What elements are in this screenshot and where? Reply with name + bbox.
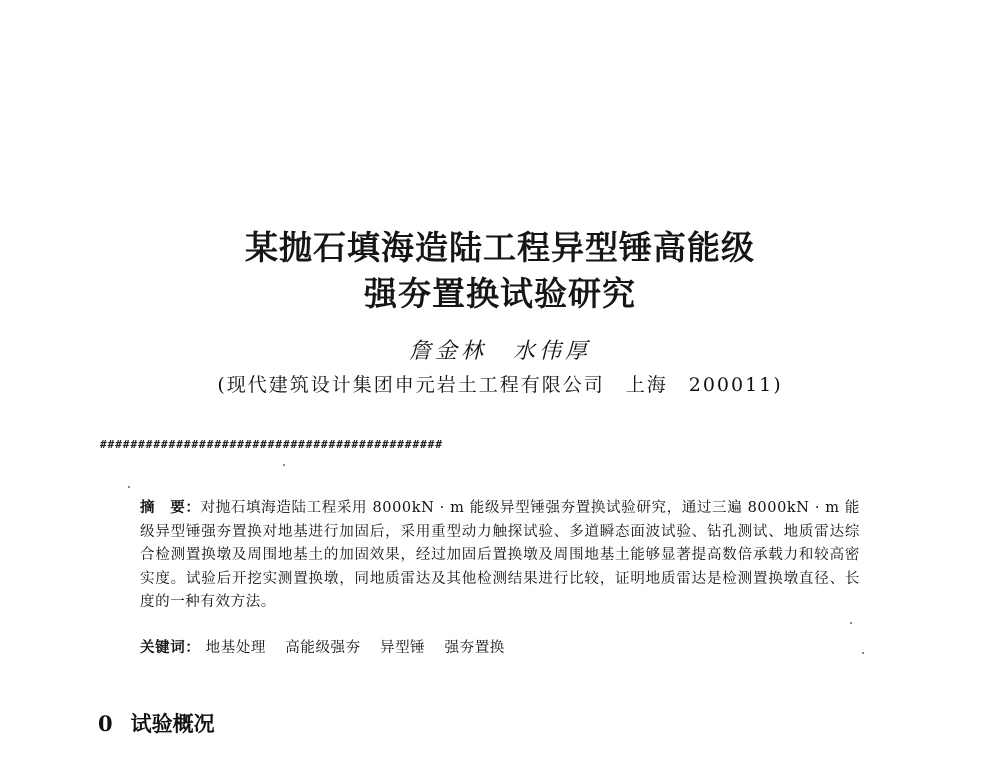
paper-title-line1: 某抛石填海造陆工程异型锤高能级 [245, 228, 755, 267]
scan-speck [850, 622, 852, 624]
author-list: 詹金林 水伟厚 [408, 339, 591, 364]
keyword-item: 高能级强夯 [285, 640, 361, 656]
keyword-item: 强夯置换 [444, 640, 505, 656]
keyword-item: 异型锤 [379, 640, 426, 656]
scan-speck [862, 652, 864, 654]
abstract-block [140, 497, 860, 615]
paper-title-line2: 强夯置换试验研究 [364, 274, 636, 313]
keywords-block [140, 636, 860, 657]
scan-speck [128, 486, 130, 488]
scan-speck [283, 464, 285, 466]
keyword-item: 地基处理 [205, 640, 267, 656]
author-affiliation: (现代建筑设计集团申元岩土工程有限公司 上海 200011) [217, 374, 783, 396]
section-heading [98, 708, 215, 738]
abstract-label: 摘 要： [140, 500, 201, 516]
keywords-label: 关键词： [140, 640, 201, 656]
section-title: 试验概况 [130, 711, 215, 736]
section-divider: ############################################# [100, 438, 444, 451]
section-number: 0 [98, 711, 113, 736]
abstract-text: 对抛石填海造陆工程采用 8000kN · m 能级异型锤强夯置换试验研究，通过三遍 8000kN · m 能级异型锤强夯置换对地基进行加固后，采用重型动力触探试验、多道瞬态面波试验、钻孔测试、地质雷达综合检测置换墩及周围地基土的加固效果，经过加固后置换墩及周围地基土能够显著提高数倍承载力和较高密实度。试验后开挖实测置换墩，同地质雷达及其他检测结果进行比较，证明地质雷达是检测置换墩直径、长度的一种有效方法。 [140, 500, 860, 610]
